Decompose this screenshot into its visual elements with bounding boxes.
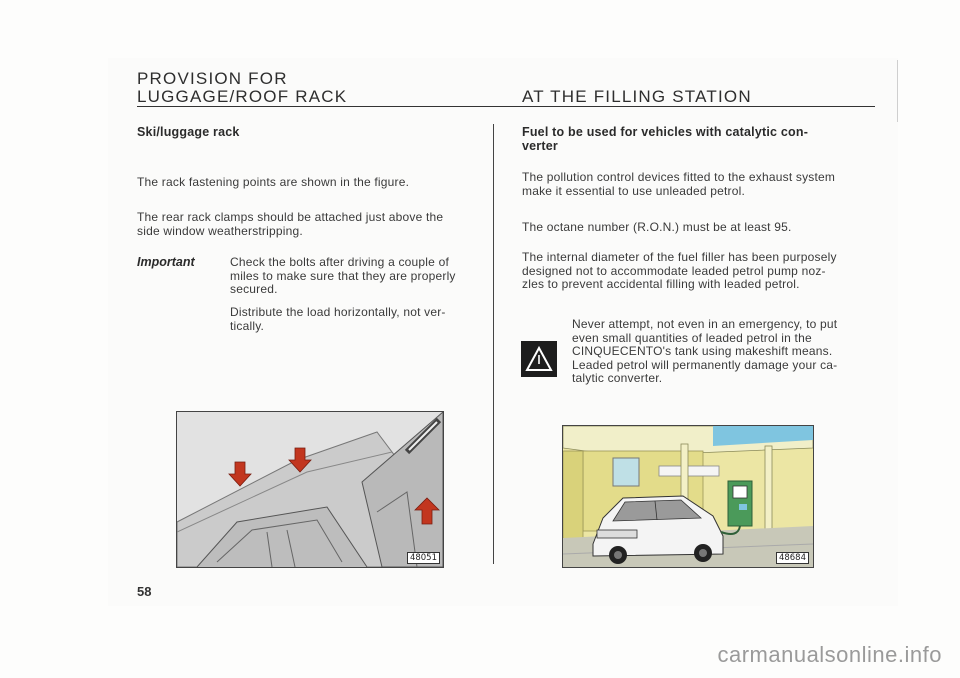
- right-para-3-line2: designed not to accommodate leaded petrol pump noz-: [522, 263, 826, 278]
- fuel-heading-line2: verter: [522, 139, 558, 153]
- ski-luggage-rack-heading: Ski/luggage rack: [137, 125, 240, 139]
- roof-rack-illustration: [177, 412, 443, 567]
- column-divider: [493, 124, 494, 564]
- important-note-2: [230, 306, 446, 333]
- warning-line3: CINQUECENTO's tank using makeshift means.: [572, 344, 833, 358]
- right-para-3: [522, 251, 837, 292]
- figure-code-left: 48051: [407, 552, 440, 564]
- right-section-header: AT THE FILLING STATION: [522, 87, 752, 106]
- left-header-line2: LUGGAGE/ROOF RACK: [137, 87, 348, 106]
- roof-rack-figure: [176, 411, 444, 568]
- warning-triangle-icon: [521, 341, 557, 377]
- important-note-1-line1: Check the bolts after driving a couple of: [230, 255, 449, 269]
- page-number: 58: [137, 584, 152, 599]
- right-para-2: The octane number (R.O.N.) must be at least 95.: [522, 220, 792, 234]
- warning-line5: talytic converter.: [572, 371, 663, 385]
- left-para-2: [137, 211, 443, 238]
- important-note-2-line2: tically.: [230, 318, 265, 333]
- important-note-1-line2: miles to make sure that they are properly: [230, 268, 456, 283]
- right-para-3-line1: The internal diameter of the fuel filler has been purposely: [522, 250, 837, 264]
- warning-line1: Never attempt, not even in an emergency, to put: [572, 317, 838, 331]
- important-note-1: [230, 256, 456, 297]
- important-label: Important: [137, 255, 195, 269]
- left-section-header: [137, 70, 347, 106]
- filling-station-figure: [562, 425, 814, 568]
- right-para-1: [522, 171, 835, 198]
- figure-code-right: 48684: [776, 552, 809, 564]
- left-para-2-line1: The rear rack clamps should be attached just above the: [137, 210, 444, 224]
- filling-station-illustration: [563, 426, 813, 567]
- right-para-3-line3: zles to prevent accidental filling with leaded petrol.: [522, 277, 800, 291]
- left-para-1: The rack fastening points are shown in the figure.: [137, 175, 410, 189]
- left-para-2-line2: side window weatherstripping.: [137, 223, 303, 238]
- left-header-line1: PROVISION FOR: [137, 69, 288, 88]
- right-para-1-line2: make it essential to use unleaded petrol.: [522, 183, 745, 198]
- warning-line2: even small quantities of leaded petrol in the: [572, 330, 812, 345]
- important-note-1-line3: secured.: [230, 282, 278, 296]
- warning-line4: Leaded petrol will permanently damage your ca-: [572, 357, 838, 372]
- warning-text: [572, 318, 837, 386]
- right-para-1-line1: The pollution control devices fitted to the exhaust system: [522, 170, 836, 184]
- header-rule: [137, 106, 875, 107]
- page-edge-mark: [897, 60, 898, 122]
- watermark: carmanualsonline.info: [717, 642, 942, 667]
- important-note-2-line1: Distribute the load horizontally, not ver-: [230, 305, 446, 319]
- fuel-heading-line1: Fuel to be used for vehicles with catalytic con-: [522, 125, 809, 139]
- fuel-heading: [522, 125, 808, 153]
